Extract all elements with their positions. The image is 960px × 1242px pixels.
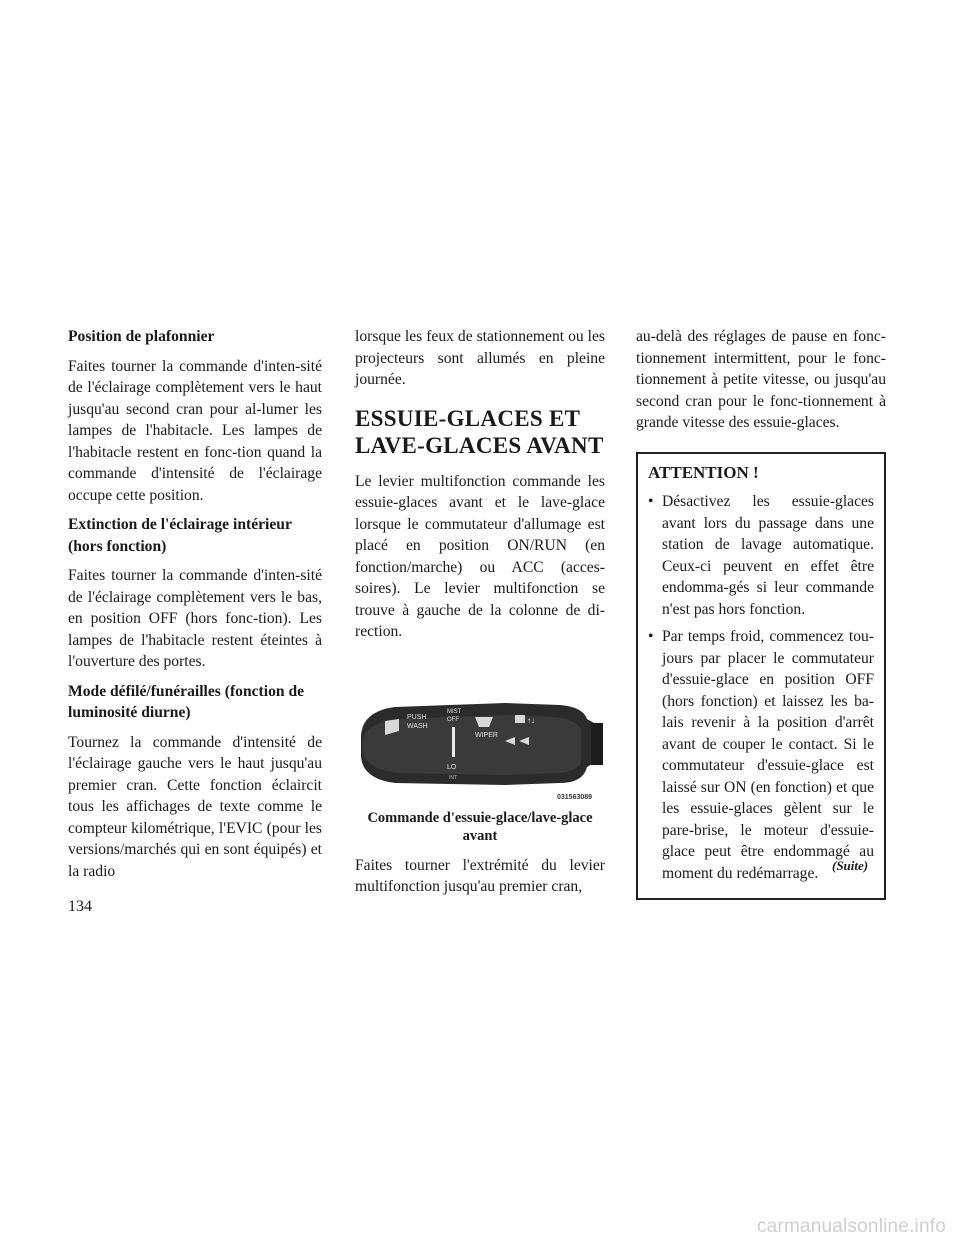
paragraph-defile: Tournez la commande d'intensité de l'éclairage gauche vers le haut jusqu'au premier cran. Cette fonction éclaircit tous les affichages de texte comme le compteur kilométrique, l'EVIC (pour les versions/marchés qui en sont équipés) et la radio xyxy=(68,733,322,880)
bullet-icon: • xyxy=(648,628,654,645)
section-heading-plafonnier: Position de plafonnier xyxy=(68,328,215,345)
label-int: INT xyxy=(449,774,458,781)
suite-label: (Suite) xyxy=(832,858,869,873)
section-title-essuie-glaces: ESSUIE-GLACES ET LAVE-GLACES AVANT xyxy=(355,405,604,458)
figure-code: 031563089 xyxy=(557,793,593,801)
paragraph-reglages: au-delà des réglages de pause en fonc-tionnement intermittent, pour le fonc-tionnement à petite vitesse, ou jusqu'au second cran pour le fonc-tionnement à grande vitesse des essuie-glaces. xyxy=(636,328,886,431)
section-heading-defile: Mode défilé/funérailles (fonction de luminosité diurne) xyxy=(68,682,305,721)
label-lo: LO xyxy=(447,763,457,771)
section-heading-extinction: Extinction de l'éclairage intérieur (hors fonction) xyxy=(68,516,292,555)
label-push: PUSH xyxy=(407,713,427,721)
label-wiper: WIPER xyxy=(475,731,498,739)
attention-box xyxy=(636,452,886,901)
attention-item-text: Désactivez les essuie-glaces avant lors du passage dans une station de lavage automatique. Ceux-ci peuvent en effet être endomma-gés si leur commande n'est pas hors fonction. xyxy=(662,493,874,618)
paragraph-plafonnier: Faites tourner la commande d'inten-sité de l'éclairage complètement vers le haut jusqu'au second cran pour al-lumer les lampes de l'habitacle. Les lampes de l'habitacle restent en fonc-tion quand la commande d'intensité de l'éclairage occupe cette position. xyxy=(68,357,322,504)
attention-item xyxy=(648,626,874,884)
page-number: 134 xyxy=(68,898,92,915)
attention-item xyxy=(648,491,874,620)
bullet-icon: • xyxy=(648,493,654,510)
attention-item-text: Par temps froid, commencez tou-jours par placer le commutateur d'essuie-glace en position OFF (hors fonction) et laissez les ba-lais revenir à la position d'arrêt avant de couper le contact. Si le commutateur d'essuie-glace est laissé sur ON (en fonction) et que les essuie-glaces gèlent sur le pare-brise, le moteur d'essuie-glace peut être endommagé au moment du redémarrage. xyxy=(662,628,874,882)
label-off: OFF xyxy=(447,716,459,723)
svg-text:↑↓: ↑↓ xyxy=(527,715,535,725)
paragraph-levier: Le levier multifonction commande les essuie-glaces avant et le lave-glace lorsque le commutateur d'allumage est placé en position ON/RUN (en fonction/marche) ou ACC (acces-soires). Le levier multifonction se trouve à gauche de la colonne de di-rection. xyxy=(355,472,605,640)
label-mist: MIST xyxy=(447,708,462,715)
watermark: carmanualsonline.info xyxy=(756,1216,946,1237)
wiper-lever-image xyxy=(355,683,605,803)
paragraph-extinction: Faites tourner la commande d'inten-sité de l'éclairage complètement vers le bas, en position OFF (hors fonc-tion). Les lampes de l'habitacle restent éteintes à l'ouverture des portes. xyxy=(68,567,322,670)
left-column xyxy=(68,326,322,890)
headlamp-icon xyxy=(515,715,525,723)
figure-caption: Commande d'essuie-glace/lave-glace avant xyxy=(367,809,593,844)
switch-indicator xyxy=(452,727,455,757)
wiper-lever-figure xyxy=(355,683,605,803)
middle-column xyxy=(355,326,605,906)
paragraph-extremite: Faites tourner l'extrémité du levier multifonction jusqu'au premier cran, xyxy=(355,856,605,895)
label-wash: WASH xyxy=(407,722,428,730)
attention-list xyxy=(648,491,874,884)
paragraph-continuation: lorsque les feux de stationnement ou les projecteurs sont allumés en pleine journée. xyxy=(355,328,605,388)
right-column xyxy=(636,326,886,900)
attention-title: ATTENTION ! xyxy=(648,462,759,482)
